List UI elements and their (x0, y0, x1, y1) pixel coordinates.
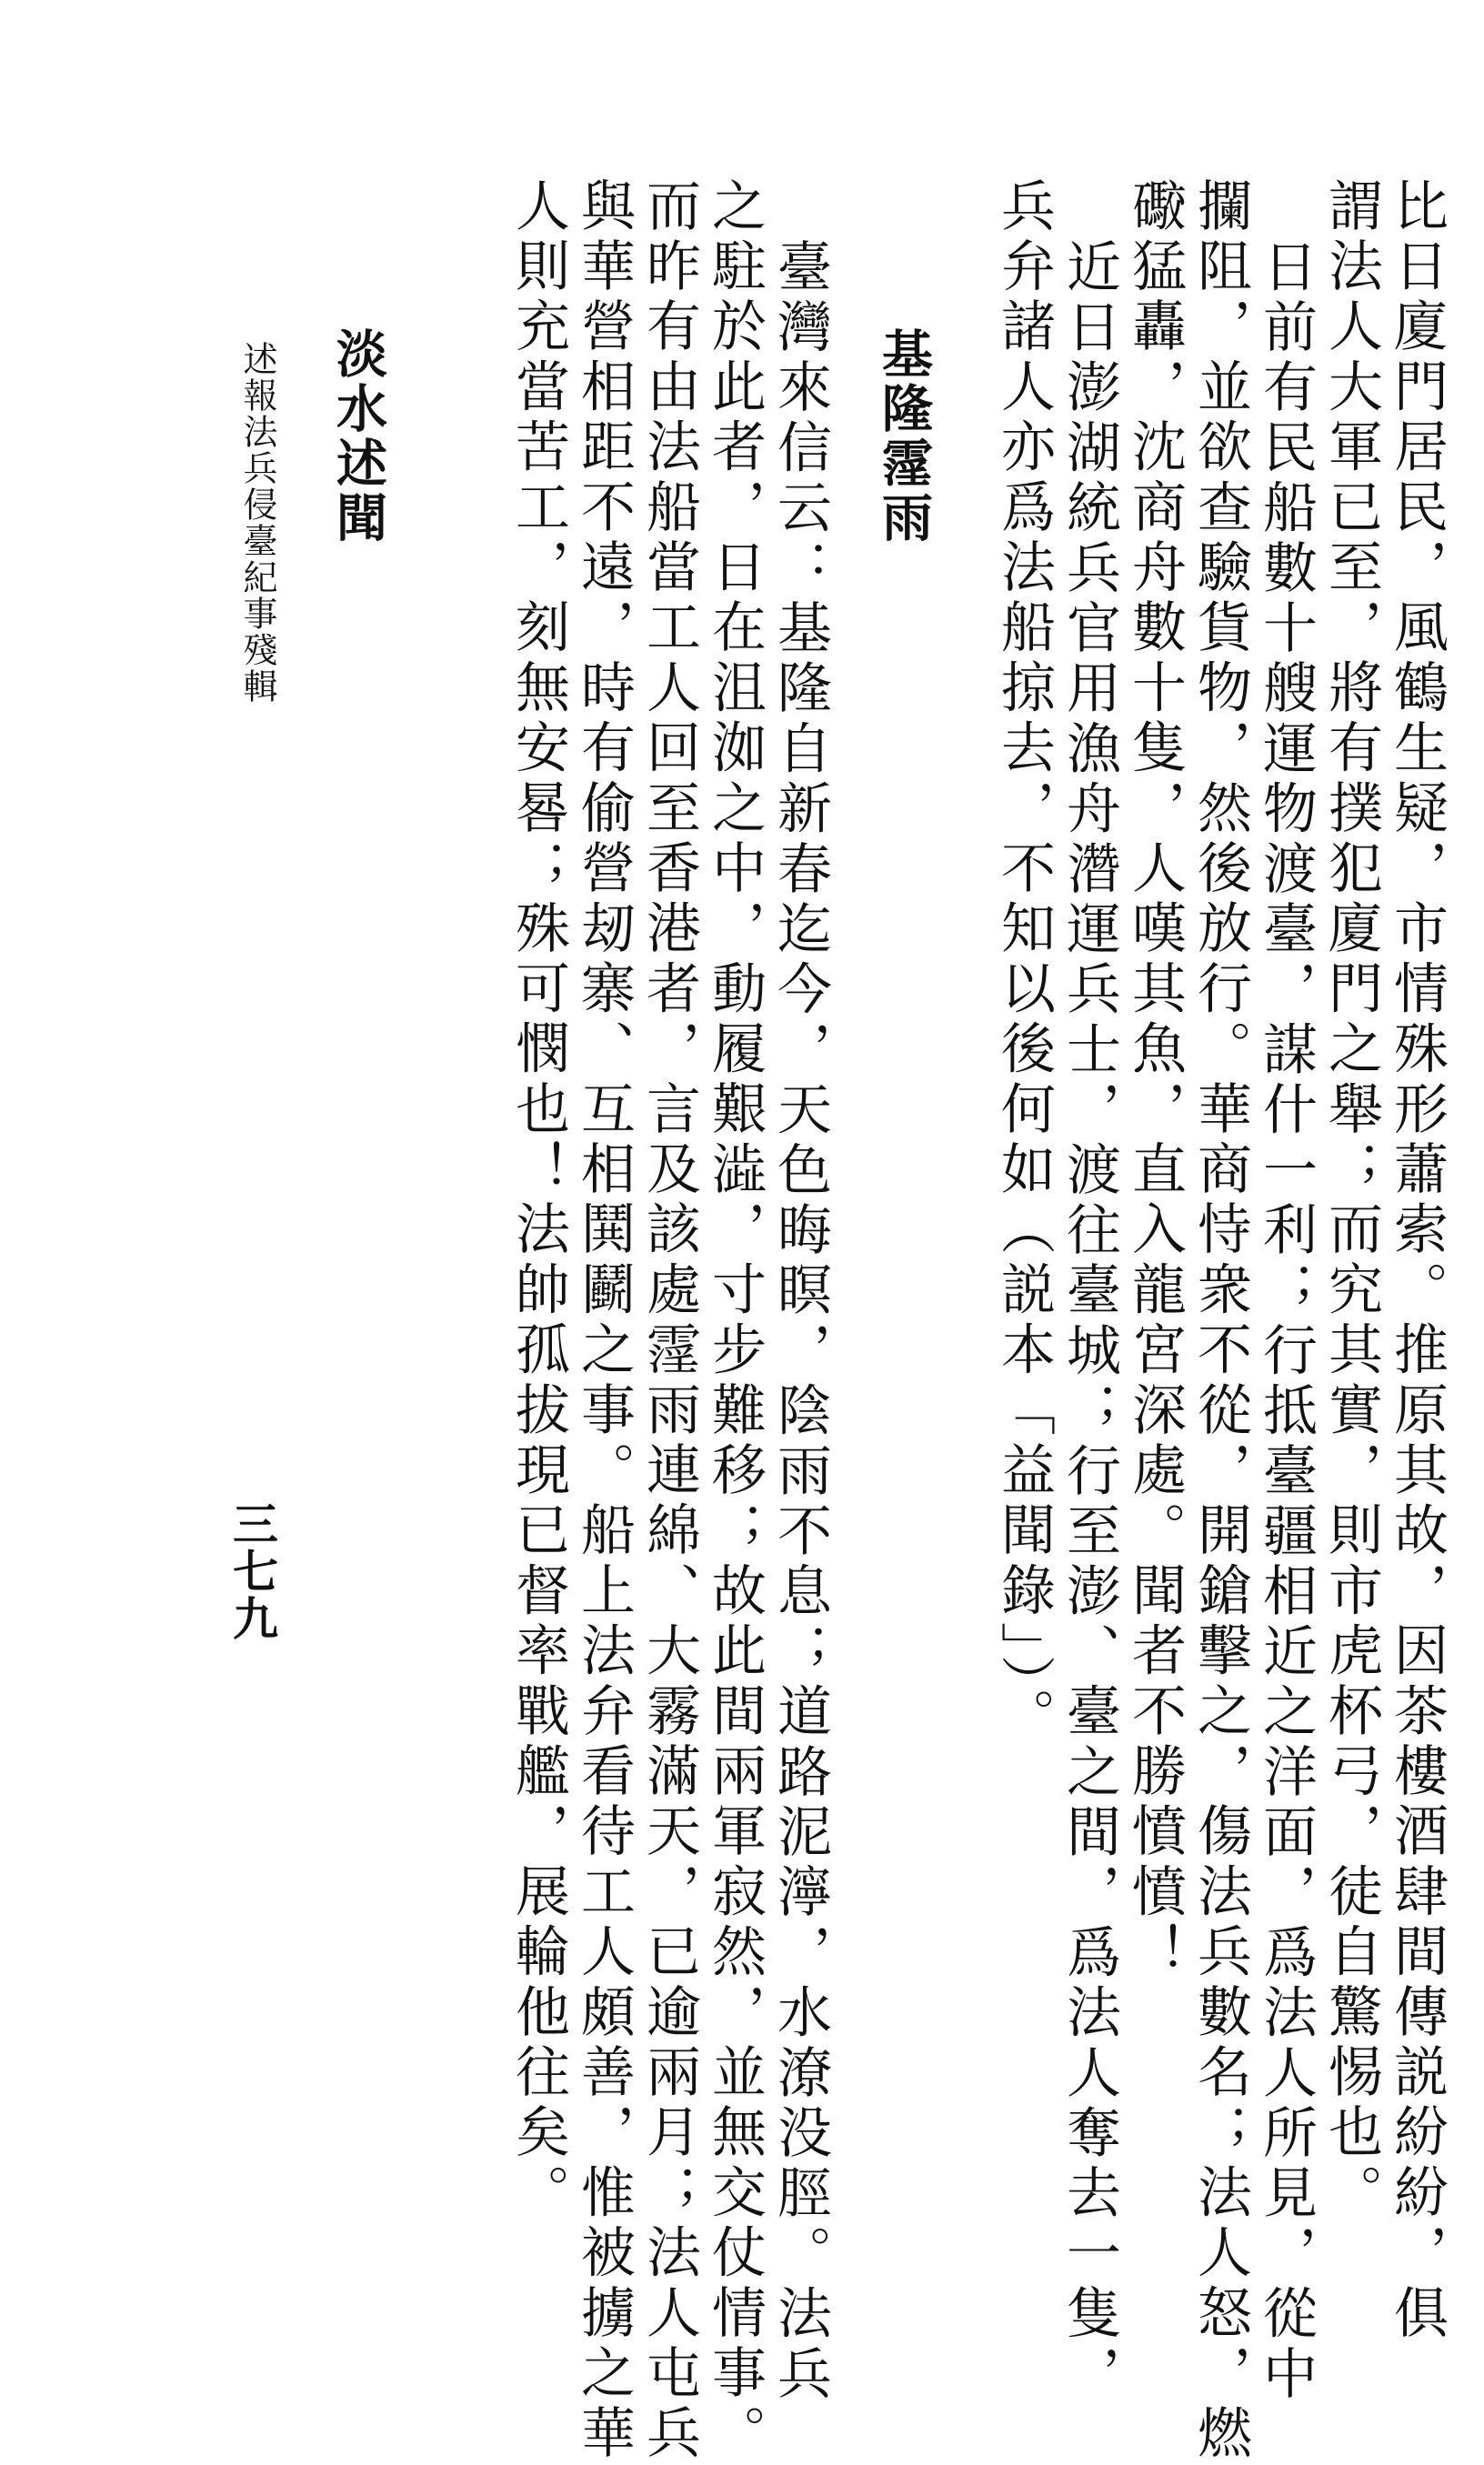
body-line-4: 攔阻，並欲查驗貨物，然後放行。華商恃衆不從，開鎗擊之，傷法兵數名；法人怒，燃 (1188, 177, 1252, 2465)
body-line-7: 兵弁諸人亦爲法船掠去，不知以後何如（説本「益聞錄」）。 (992, 177, 1056, 1749)
section-line-3: 而昨有由法船當工人回至香港者，言及該處霪雨連綿、大霧滿天，已逾兩月；法人屯兵 (637, 177, 701, 2465)
section-line-1: 臺灣來信云：基隆自新春迄今，天色晦瞑，陰雨不息；道路泥濘，水潦没脛。法兵 (768, 238, 832, 2406)
body-line-6: 近日澎湖統兵官用漁舟濳運兵士，渡往臺城；行至澎、臺之間，爲法人奪去一隻， (1058, 238, 1121, 2406)
section-line-5: 人則充當苦工，刻無安晷；殊可憫也！法帥孤拔現已督率戰艦，展輪他往矣。 (506, 177, 570, 2224)
body-line-2: 謂法人大軍已至，將有撲犯廈門之舉；而究其實，則市虎杯弓，徒自驚惕也。 (1319, 177, 1383, 2224)
section-heading: 基隆霪雨 (874, 327, 934, 546)
section-line-2: 之駐於此者，日在沮洳之中，動履艱澁，寸步難移；故此間兩軍寂然，並無交仗情事。 (703, 177, 767, 2465)
body-line-1: 比日廈門居民，風鶴生疑，市情殊形蕭索。推原其故，因茶樓酒肆間傳説紛紛，俱 (1385, 177, 1449, 2345)
running-title: 述報法兵侵臺紀事殘輯 (237, 341, 277, 705)
body-line-5: 礮猛轟，沈商舟數十隻，人嘆其魚，直入龍宮深處。聞者不勝憤憤！ (1123, 177, 1187, 1983)
next-heading: 淡水述聞 (328, 327, 388, 546)
body-line-3: 日前有民船數十艘運物渡臺，謀什一利；行抵臺疆相近之洋面，爲法人所見，從中 (1254, 238, 1318, 2406)
page-number: 三七九 (226, 1500, 279, 1642)
section-line-4: 與華營相距不遠，時有偷營刼寨、互相鬨鬬之事。船上法弁看待工人頗善，惟被擄之華 (572, 177, 636, 2465)
